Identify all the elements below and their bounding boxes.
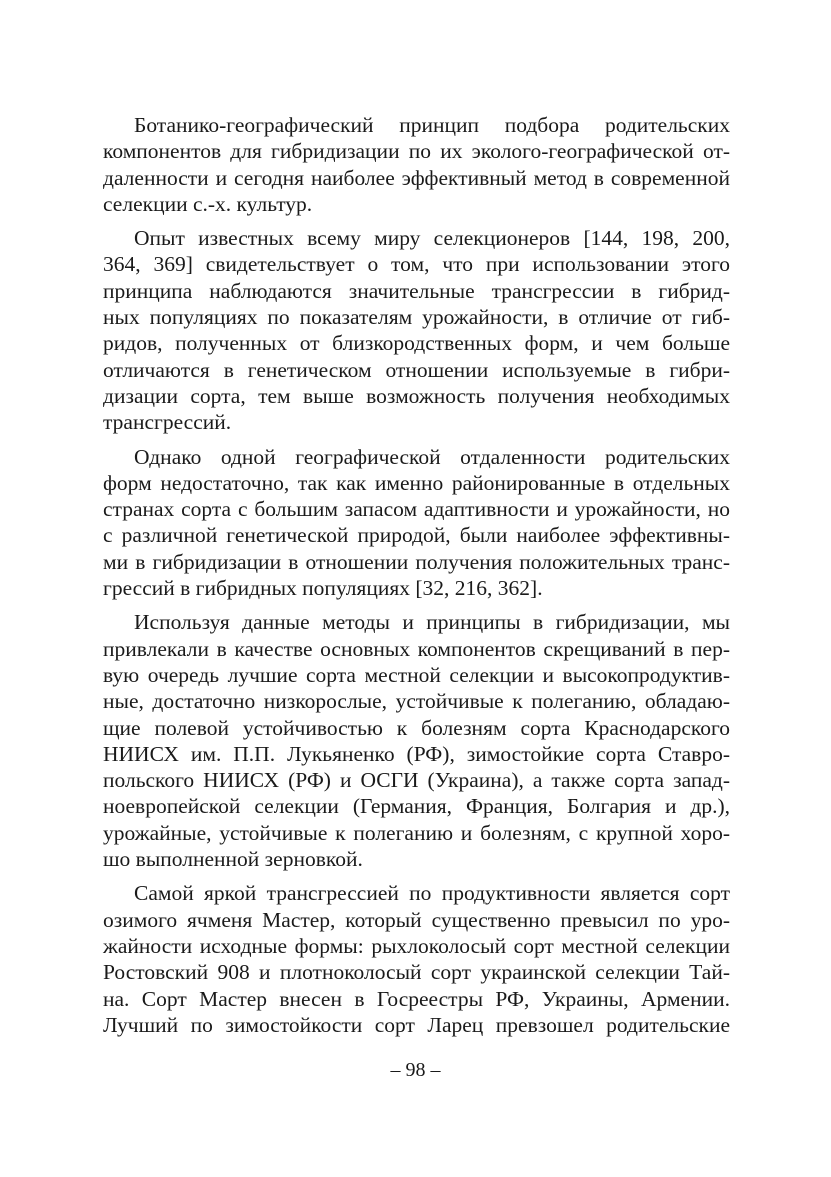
text-line: ных популяциях по показателям урожайности, в отличие от гиб- <box>103 305 730 330</box>
page-number: – 98 – <box>390 1059 441 1081</box>
text-line: жайности исходные формы: рыхлоколосый сорт местной селекции <box>103 933 730 958</box>
paragraph-1 <box>103 112 730 217</box>
text-line: урожайные, устойчивые к полеганию и болезням, с крупной хоро- <box>103 820 730 845</box>
text-line: странах сорта с большим запасом адаптивности и урожайности, но <box>103 497 730 522</box>
text-line: Ростовский 908 и плотноколосый сорт украинской селекции Тай- <box>103 960 730 985</box>
text-line: на. Сорт Мастер внесен в Госреестры РФ, Украины, Армении. <box>103 986 730 1011</box>
text-line: Однако одной географической отдаленности родительских <box>134 444 730 469</box>
text-line: грессий в гибридных популяциях [32, 216, 362]. <box>103 576 543 601</box>
text-line: привлекали в качестве основных компонентов скрещиваний в пер- <box>103 636 730 661</box>
text-line: НИИСХ им. П.П. Лукьяненко (РФ), зимостойкие сорта Ставро- <box>103 741 730 766</box>
paragraph-5 <box>103 880 730 1038</box>
text-line: с различной генетической природой, были наиболее эффективны- <box>103 523 730 548</box>
text-line: Лучший по зимостойкости сорт Ларец превзошел родительские <box>103 1012 730 1037</box>
text-line: вую очередь лучшие сорта местной селекции и высокопродуктив- <box>103 662 730 687</box>
text-line: Используя данные методы и принципы в гибридизации, мы <box>134 610 730 635</box>
text-line: компонентов для гибридизации по их эколого-географической от- <box>103 139 730 164</box>
text-line: ные, достаточно низкорослые, устойчивые к полеганию, обладаю- <box>103 689 730 714</box>
text-line: ми в гибридизации в отношении получения положительных транс- <box>103 549 730 574</box>
page-body <box>103 112 730 1046</box>
text-line: щие полевой устойчивостью к болезням сорта Краснодарского <box>103 715 730 740</box>
paragraph-2 <box>103 225 730 435</box>
text-line: озимого ячменя Мастер, который существенно превысил по уро- <box>103 907 730 932</box>
text-line: Ботанико-географический принцип подбора родительских <box>134 113 730 137</box>
text-line: принципа наблюдаются значительные трансгрессии в гибрид- <box>103 278 730 303</box>
text-line: отличаются в генетическом отношении используемые в гибри- <box>103 357 730 382</box>
paragraph-4 <box>103 609 730 872</box>
paragraph-3 <box>103 444 730 602</box>
text-line: дизации сорта, тем выше возможность получения необходимых <box>103 383 730 408</box>
text-line: Опыт известных всему миру селекционеров [144, 198, 200, <box>134 226 730 251</box>
text-line: польского НИИСХ (РФ) и ОСГИ (Украина), а также сорта запад- <box>103 768 730 793</box>
text-line: даленности и сегодня наиболее эффективный метод в современной <box>103 165 730 190</box>
text-line: форм недостаточно, так как именно районированные в отдельных <box>103 470 730 495</box>
text-line: селекции с.-х. культур. <box>103 191 313 216</box>
text-line: ноевропейской селекции (Германия, Франция, Болгария и др.), <box>103 794 730 819</box>
text-line: Самой яркой трансгрессией по продуктивности является сорт <box>134 881 730 906</box>
text-line: 364, 369] свидетельствует о том, что при использовании этого <box>103 252 730 277</box>
text-line: ридов, полученных от близкородственных форм, и чем больше <box>103 331 730 356</box>
text-line: трансгрессий. <box>103 410 232 435</box>
text-line: шо выполненной зерновкой. <box>103 847 363 872</box>
